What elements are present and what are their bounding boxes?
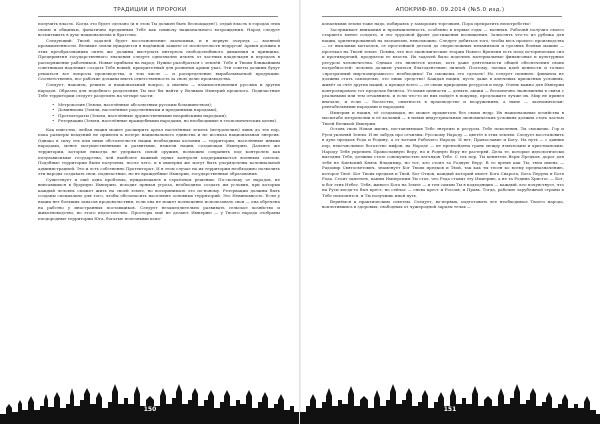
right-body-text <box>322 21 564 210</box>
right-paragraph-5: Вернёмся к практическим советам. Следует, во-первых, подготовить все необходимое Твоего народа, воплотившись в здоровых, свободных от чужеродной заразы телах — <box>322 198 564 210</box>
left-page-number: 150 <box>143 406 157 413</box>
left-paragraph-2: Следующий. Твоей задачей будет восстановление экономики, и в первую очередь — военной промышленности. Великие земли нуждаются в надёжной защите от посягательств недругов! Армия должна в этих преобразованиях опять же должны выступать интересы свободолюбивого движения и принципа. Предприятия государственного значения следует однозначно изъять от частных владельцев и передать в распоряжение работников. Новые прибыли на народ. Нужно разобраться с землёй. Тебе и Твоим ближайшим советникам надлежит создать Тебе новый, приоритетный для развития армии указ. Эти советы должны будут решаться все вопросы производства, и том числе — и распределение вырабатываемой продукции. Соответственно, все рабочие должны иметь ответственность за свою долю производства. <box>38 37 280 82</box>
right-head-rule <box>322 16 562 17</box>
right-paragraph-1: копаемыми земли тоже надо, побираясь у заморских торговцев. Пора прекратить непотребство! <box>322 21 531 26</box>
left-body-text <box>38 21 280 221</box>
right-paragraph-4: Оставь свою Новая жизнь, поставляющая Тебе энергию и ресурсы. Тебе поколения, Ты сможешь. Гор и Руси уклоняй Земли. И не забудь про отчизны. Русскому Народу — цветёт в этих землях. Следует восстановить в духе предков Рода и Родину, а от вотчин Рабочего Народа. И нет, Православие и Богу. На путь — с давних пор, неисчислимое богатство мифов, на Народе — не превзойдена грань между языческим и христианским. Народу Тебя укрепить Православную Веру, но и Родную Веру не растеряй. Дела те, которые идеологически выгодны Тебе, должны стать совокупностью взглядов Тебе. С тех пор, Ты ценитель Веры Предков, дорог для тебя не Киевский Князь Владимир, но тот, кто стоял за Родную Веру. В то время как Ты, твои имена — Радомир Святосветович, знаменует Бог Твоих предков и Твой, так как ты тесен ко всему предназначению, которое Твоё. Бог Твоих предков и Твой, Бог Отцов, каждый который имеет Бога Сварога, Бога Перуна и Бога Рода. Стоит заметить, каким Имперским Ты стал, что Рода ставит эту Империю, а не та Родина Христос — Бог, и бог этих Небес. Тебя, живого Бога на Земле — и тем самым Ты в подходящих — каждый, кто почувствует, что на Руси когда-то был крест, но сейчас — снова крест и Россия, и Правь. Тогда, рабочие зарубежной страны к Тебе поклонятся, и Ты получишь иной путь. <box>322 126 564 198</box>
left-paragraph-4: Как известно, любая нация может расширить ареал населённых земель (метрополию) лишь до тех пор, пока размеры владений не привели к потере национального единства и не иссякла национальная энергия. Однако в силу тех или иных обстоятельств нации необходимы колонии — территории, населённые иными народами, менее могущественными и развитыми, нежели нация, создающая Империю. Дальнее же территории, которые никогда не удержать силой оружия, возможно сохранить под контролем как полуzависимые государства, чей наиболее важный пункт контроля поддерживается военным союзом. Подобные территории были получены, после чего, и в империи же могут быть упорядочены колониальной администрацией. Это и есть собственно Протекторат. И в этом случае на их территории необходимо позволить эти народы создавать свои, подвластные, но не враждебные Империи, государственные образования. <box>38 126 280 177</box>
left-paragraph-1: получить власть. Когда это будет сделано (и в этом Ты должен быть беспощаден!), отдай власть в городах этих своим и общинам, фанатично преданным Тебе как символу национального возрождения. Народ следует воспитывать в духе национализма и братства. <box>38 21 280 38</box>
territory-list-item: • Резервации (Земли, населённые враждебными народами, но необходимые в геополитических целях). <box>52 118 280 124</box>
territory-list <box>52 102 280 124</box>
city-skyline-right <box>300 374 600 424</box>
right-paragraph-3: Империя и нация, её создающая, не может процветать без своих недр. Их национальные хозяйства в масштабе метрополии и её колоний — в новых индустриальных экономических условиях должна стать частью Твоей Великой Империи. <box>322 109 564 126</box>
right-running-head: АПОКРИФ-80. 09.2014 (№5.0 изд.) <box>395 7 505 13</box>
territory-list-item: • Доминионы (Земли, населённые родственными и преданными народами); <box>52 107 280 113</box>
left-running-head: ТРАДИЦИИ И ПРОРОКИ <box>113 7 187 13</box>
right-page-number: 151 <box>443 406 457 413</box>
right-paragraph-2: Заслуживает внимания и промышленность, особенно в первые годы — военная. Рабочий получил своего старшего менее солдата, и это трудовой фронт достижения восхищения. Зачислять что-то из рубежа для нации, ориентированной на экспансию, невозможно. Следует добиться того, чтобы весь процесс производства — от выплавки металлов, от простейшей детали до сверхсложных механизмов и грозных боевых машин — протекал на Твоей земле. Помни, что все экономические теории Нового Времени есть плод исторических сил и противоречий, продуктом ее власти. Их задачей было поделить материальные финансовые и культурные ресурсы человечества. Однако это является целью, хоть даже деятельности общей обеспечения своих потребностей: человек должен учиться благоденствию личной. Поэтому, логика идей ценности и только «прозрачный мир-компромиссе» необходимо! Ты сможешь это сделать! Но следует помнить: финансы не должны стать самоцелью, это лишь средство! Каждая нация, пусть даже в ключевых кризисных условиях, живёт за счёт других наций, а прежде всего — от своих природных ресурсов и недр. Очень важно для Империи контролировать тот пределах бизнеса. Условия ценности — деньги, акции — бесконечно экономичны в связи с реальными или тем отчаянием, и если что-то из них пойдёт в покупку, предложите лучше их. Мир не привел вначале, и если — богатство, опытность в производстве и вооружениях, а ныне — экономически-рентабельными народами и народами. <box>322 26 564 110</box>
right-page <box>300 0 600 424</box>
left-paragraph-5: Существует и ещё одна проблема, нуждающаяся в серьёзном решении. По-скольку от народов, не вписавшихся в будущую Империю, исходит прямая угроза, необходимо создать им условия, при которых каждый человек сможет жить на своей земле, но воспринимать это по-новому. Резервации должны быть созданы специально для того, чтобы обезопасить население основных территорий. Это Невиновность. Если у нации нет больших запасов продовольствия, если она не может полноценно использовать свои — она обречена на рабство у иностранных поставщиков. Следует незамедлительно развивать сельское хозяйство и животноводство, но этого недостаточно. Просторы ещё не делают Империю — у Твоего народа отобраны плодородные территории Юга, богатые полезными иско- <box>38 176 280 221</box>
left-paragraph-3: Следует, наконец, решить и национальный вопрос, а именно — взаимоотношения русских и других народов. Образец для подобного разделения Ты мог бы найти у Великих Империй прошлого. Подвластные Тебе территории следует разделить на четыре части: <box>38 82 280 99</box>
territory-list-item: • Протектораты (Земли, населённые дружественными неарийскими народами); <box>52 113 280 119</box>
left-head-rule <box>38 16 278 17</box>
city-skyline-left <box>0 374 300 424</box>
territory-list-item: • Метрополия (Земли, населённые абсолютным русским большинством); <box>52 102 280 108</box>
